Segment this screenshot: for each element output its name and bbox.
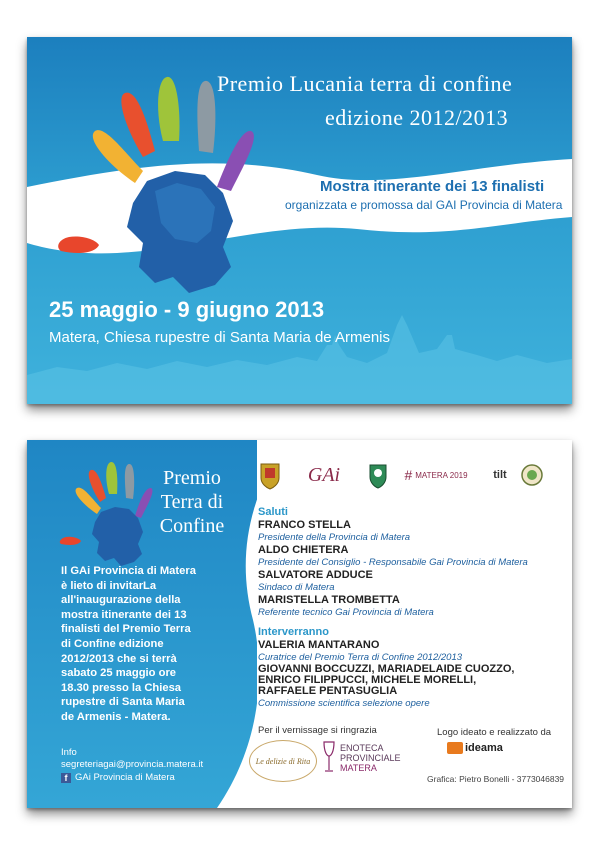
back-card [27,440,572,808]
premio-title-line1: Premio [163,467,221,489]
interverranno-heading: Interverranno [258,626,329,638]
ideama-text: ideama [465,742,503,754]
premio-title [137,466,247,538]
invite-line: de Armenis - Matera. [61,710,171,723]
enoteca-line: ENOTECA [340,743,384,753]
hand-map-logo [55,71,295,301]
saluti-heading: Saluti [258,506,288,518]
interverranno-name: VALERIA MANTARANO [258,639,380,651]
commission-names-line: GIOVANNI BOCCUZZI, MARIADELAIDE CUOZZO, [258,663,515,675]
invite-line: all'inaugurazione della [61,594,181,607]
invite-line: di Confine edizione [61,637,164,650]
front-subtitle1: Mostra itinerante dei 13 finalisti [320,178,545,195]
delizie-di-rita-text: Le delizie di Rita [255,756,311,766]
ideama-logo [447,742,503,754]
commission-names-line: RAFFAELE PENTASUGLIA [258,685,398,697]
front-title-line1: Premio Lucania terra di confine [217,71,513,96]
saluti-role: Presidente del Consiglio - Responsabile Gai Provincia di Matera [258,557,528,568]
invite-line: Il GAi Provincia di Matera [61,565,196,577]
front-title-line2: edizione 2012/2013 [325,105,509,130]
front-date: 25 maggio - 9 giugno 2013 [49,297,325,322]
grafica-credit: Grafica: Pietro Bonelli - 3773046839 [427,774,565,784]
invite-line: finalisti del Premio Terra [61,623,191,636]
invite-line: 18.30 presso la Chiesa [61,681,182,694]
front-card [27,37,572,404]
interverranno-role: Curatrice del Premio Terra di Confine 2012/2013 [258,652,463,663]
wine-glass-icon [322,740,336,776]
enoteca-logo [322,740,401,776]
premio-title-line2: Terra di [160,491,224,513]
saluti-role: Referente tecnico Gai Provincia di Matera [258,607,434,618]
saluti-name: MARISTELLA TROMBETTA [258,594,400,606]
matera-crest-logo [365,458,391,492]
commission-role: Commissione scientifica selezione opere [258,698,430,709]
round-seal-logo [519,458,545,492]
gai-logo [289,458,359,492]
gai-logo-text: GAi [307,463,341,486]
matera2019-logo [395,458,477,492]
info-label: Info [61,747,77,758]
saluti-role: Presidente della Provincia di Matera [258,532,411,543]
delizie-di-rita-logo [249,740,317,782]
ideama-icon [447,742,463,754]
logo-ideato-text: Logo ideato e realizzato da [437,727,552,738]
info-email[interactable]: segreteriagai@provincia.matera.it [61,759,204,770]
invite-line: rupestre di Santa Maria [61,696,185,709]
commission-names-line: ENRICO FILIPPUCCI, MICHELE MORELLI, [258,674,477,686]
facebook-row[interactable] [61,772,203,784]
enoteca-line: PROVINCIALE [340,753,401,763]
facebook-text: GAi Provincia di Matera [75,772,175,783]
info-block [61,747,203,784]
provincia-crest-logo [255,458,285,492]
matera2019-mark: # [404,467,413,483]
tilt-logo-text: tilt [493,469,507,481]
front-venue: Matera, Chiesa rupestre di Santa Maria de Armenis [49,329,390,346]
facebook-icon: f [61,773,71,783]
premio-title-line3: Confine [159,515,225,537]
invite-line: mostra itinerante dei 13 [61,608,187,621]
matera2019-text: MATERA 2019 [415,470,468,480]
saluti-name: FRANCO STELLA [258,519,351,531]
invitation-text [61,564,261,725]
invite-line: sabato 25 maggio ore [61,667,177,680]
saluti-name: SALVATORE ADDUCE [258,569,373,581]
enoteca-line: MATERA [340,763,377,773]
saluti-role: Sindaco di Matera [258,582,335,593]
invite-line: 2012/2013 che si terrà [61,652,177,665]
front-subtitle2: organizzata e promossa dal GAI Provincia di Matera [285,198,563,212]
vernissage-text: Per il vernissage si ringrazia [258,725,377,736]
saluti-name: ALDO CHIETERA [258,544,349,556]
invite-line: è lieto di invitarLa [61,579,157,592]
tilt-logo [487,458,513,492]
